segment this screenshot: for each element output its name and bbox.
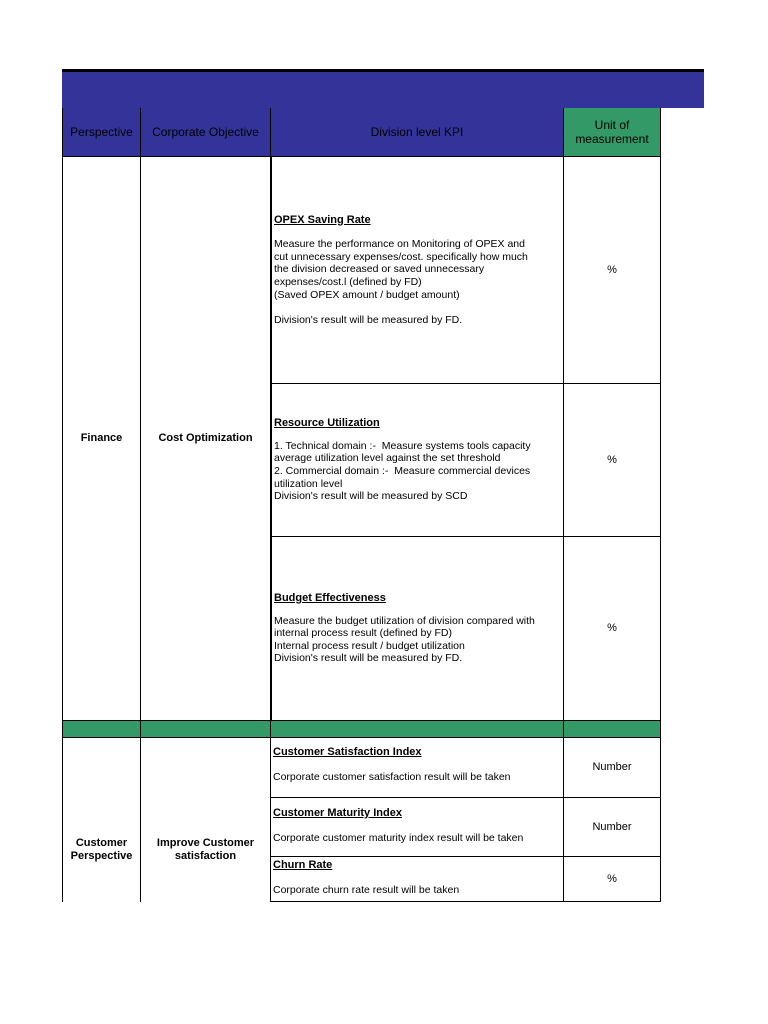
customer-perspective-line1: Customer bbox=[75, 837, 128, 849]
customer-objective-line1: Improve Customer bbox=[156, 837, 255, 849]
kpi-title: Customer Maturity Index bbox=[273, 807, 402, 819]
kpi-line: (Saved OPEX amount / budget amount) bbox=[274, 288, 460, 301]
customer-perspective bbox=[62, 738, 141, 902]
column-divider bbox=[270, 738, 271, 902]
kpi-line bbox=[274, 301, 561, 314]
header-corporate-objective: Corporate Objective bbox=[141, 108, 271, 157]
kpi-description: Corporate churn rate result will be taken bbox=[273, 883, 460, 896]
kpi-line: Division's result will be measured by FD. bbox=[274, 313, 463, 326]
customer-objective bbox=[141, 738, 271, 902]
kpi-title: Customer Satisfaction Index bbox=[273, 746, 422, 758]
finance-objective: Cost Optimization bbox=[141, 157, 271, 721]
separator-cell bbox=[271, 721, 564, 738]
separator-cell bbox=[564, 721, 661, 738]
unit-budget-effectiveness: % bbox=[564, 537, 661, 721]
unit-resource-utilization: % bbox=[564, 384, 661, 537]
unit-opex-saving-rate: % bbox=[564, 157, 661, 384]
table-title-band bbox=[62, 69, 704, 108]
separator-cell bbox=[141, 721, 271, 738]
kpi-description: Corporate customer maturity index result will be taken bbox=[273, 831, 524, 844]
separator-cell bbox=[62, 721, 141, 738]
kpi-line: Division's result will be measured by SCD bbox=[274, 490, 468, 503]
kpi-line: cut unnecessary expenses/cost. specifically how much bbox=[274, 250, 528, 263]
kpi-line: Internal process result / budget utilization bbox=[274, 639, 465, 652]
finance-perspective: Finance bbox=[62, 157, 141, 721]
header-unit-line1: Unit of bbox=[594, 118, 630, 132]
kpi-line: Measure the performance on Monitoring of OPEX and bbox=[274, 238, 525, 251]
kpi-title: Budget Effectiveness bbox=[274, 592, 386, 605]
kpi-description bbox=[274, 615, 561, 665]
kpi-description: Corporate customer satisfaction result will be taken bbox=[273, 770, 511, 783]
header-unit-line2: measurement bbox=[575, 132, 649, 146]
customer-perspective-line2: Perspective bbox=[70, 850, 133, 862]
kpi-line: average utilization level against the set threshold bbox=[274, 452, 501, 465]
kpi-customer-satisfaction-index bbox=[271, 738, 564, 798]
header-perspective: Perspective bbox=[62, 108, 141, 157]
kpi-line: 2. Commercial domain :- Measure commercial devices bbox=[274, 465, 531, 477]
kpi-line: expenses/cost.l (defined by FD) bbox=[274, 276, 422, 288]
unit-churn-rate: % bbox=[564, 857, 661, 902]
kpi-title: Churn Rate bbox=[273, 859, 333, 871]
kpi-description bbox=[274, 238, 561, 326]
kpi-budget-effectiveness bbox=[271, 537, 564, 721]
kpi-customer-maturity-index bbox=[271, 798, 564, 857]
kpi-churn-rate bbox=[271, 857, 564, 902]
kpi-title: OPEX Saving Rate bbox=[274, 213, 371, 226]
kpi-resource-utilization bbox=[271, 384, 564, 537]
kpi-description bbox=[274, 440, 561, 503]
header-unit bbox=[564, 108, 661, 157]
header-division-kpi: Division level KPI bbox=[271, 108, 564, 157]
kpi-line: internal process result (defined by FD) bbox=[274, 627, 452, 640]
kpi-line: the division decreased or saved unnecessary bbox=[274, 263, 485, 276]
unit-customer-maturity-index: Number bbox=[564, 798, 661, 857]
unit-customer-satisfaction-index: Number bbox=[564, 738, 661, 798]
kpi-line: Division's result will be measured by FD. bbox=[274, 652, 463, 665]
kpi-opex-saving-rate bbox=[271, 157, 564, 384]
customer-objective-line2: satisfaction bbox=[174, 850, 237, 862]
kpi-title: Resource Utilization bbox=[274, 417, 380, 430]
kpi-line: utilization level bbox=[274, 477, 343, 490]
kpi-line: 1. Technical domain :- Measure systems tools capacity bbox=[274, 439, 531, 452]
kpi-line: Measure the budget utilization of division compared with bbox=[274, 614, 535, 627]
